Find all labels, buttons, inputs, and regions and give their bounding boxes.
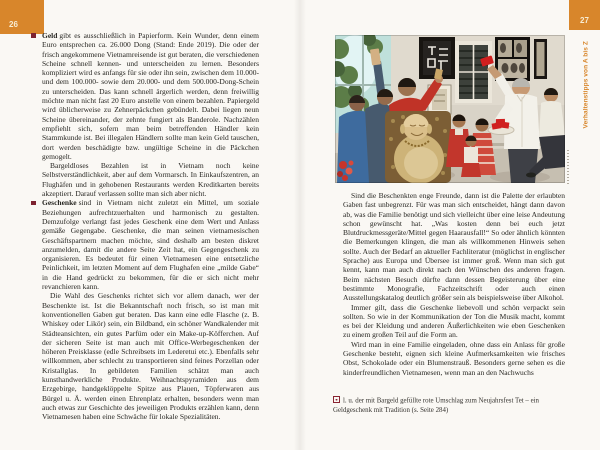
page-number-tab-left: [0, 0, 44, 34]
page-number-tab-right: [569, 0, 600, 30]
page-fold-shadow: [294, 0, 306, 450]
bullet-icon: [31, 201, 36, 206]
paragraph-familie-eingeladen: Wird man in eine Familie eingeladen, ohne dass ein Anlass für große Geschenke besteht, eignen sich kleine Aufmerksamkeiten wie frisches Obst, Schokolade oder ein Blumenstrauß. Besonders gerne sehen es die kinderfreundlichen Vietnamesen, wenn man an den Nachwuchs: [343, 339, 565, 377]
family-photo: [335, 35, 565, 183]
caption-text: der mit Bargeld gefüllte rote Umschlag zum Neujahrsfest Tet – ein Geldgeschenk mit Tradition (s. Seite 284): [333, 397, 539, 415]
photo-credit: [567, 150, 569, 186]
paragraph-verpackung: Immer gilt, dass die Geschenke liebevoll und schön verpackt sein sollten. So wie in der Kommunikation der Ton die Musik macht, kommt es bei der Kleidung und anderen Äußerlichkeiten wie eben Geschenken zu einem großen Teil auf die Form an.: [343, 302, 565, 340]
left-text-column: [31, 31, 259, 421]
paragraph-geld: [31, 31, 259, 161]
bullet-icon: [31, 33, 36, 38]
paragraph-enge-freunde: Sind die Beschenkten enge Freunde, dann ist die Palette der erlaubten Gaben fast unbegrenzt. Für was man sich entscheidet, hängt dann davon ab, was die Familie benötigt und sich vielleicht über eine leise Andeutung schon gewünscht hat. „Was kosten denn bei euch jetzt Blutdruckmessgeräte/Mittel gegen Haarausfall!“ So oder ähnlich könnten die Bemerkungen klingen, die man als willkommenen Hinweis sehen sollte. Auch der Bedarf an aktueller Fachliteratur (möglichst in englischer Sprache) aus Europa und Übersee ist immer groß. Wenn man sich gut kennt, kann man auch direkt nach den Wünschen des anderen fragen. Beim nächsten Besuch dürfte dann dessen Begeisterung über eine bestimmte Monografie, Fachzeitschrift oder auch einen Ausstellungskatalog deutlich größer sein als beispielsweise über Alkohol.: [343, 191, 565, 303]
paragraph-bargeldlos: Bargeldloses Bezahlen ist in Vietnam noch keine Selbstverständlichkeit, aber auf dem Vormarsch. In Einkaufszentren, an Flughäfen und in gehobenen Restaurants werden Kreditkarten bereits akzeptiert. Darauf verlassen sollte man sich aber nicht.: [42, 161, 259, 199]
caption-position: l. u.: [343, 397, 354, 405]
photo-illustration: [335, 35, 565, 183]
entry-text: sind in Vietnam nicht zuletzt ein Mittel, um soziale Beziehungen aufrechtzuerhalten und harmonisch zu gestalten. Demzufolge verlangt fast jedes Geschenk eine dem Wert und Anlass gemäße Gegengabe. Geschenke, die man seinen vietnamesischen Geschäftspartnern machen möchte, sind deshalb am besten diskret anzumelden, damit die andere Seite Zeit hat, ein Gegengeschenk zu organisieren. Es bedeutet für einen Vietnamesen eine entsetzliche Peinlichkeit, im letzten Moment auf dem Flughafen eine „milde Gabe“ in die Hand gedrückt zu bekommen, für die er sich nicht mehr revanchieren kann.: [42, 198, 259, 292]
page-number-right: 27: [580, 16, 589, 25]
entry-term-geld: Geld: [42, 31, 58, 40]
photo-caption: [333, 396, 563, 416]
entry-text: gibt es ausschließlich in Papierform. Kein Wunder, denn einem Euro entsprechen ca. 26.000 Dong (Stand: Ende 2019). Die oder der frisch angekommene Vietnamreisende ist gut beraten, die verschiedenen Scheine schnell kennen- und unterscheiden zu lernen. Besonders kompliziert wird es anfangs für sie oder ihn sein, zwischen dem 10.000- und dem 100.000- sowie dem 20.000- und dem 500.000-Dong-Schein zu unterscheiden. Das kann schnell ärgerlich werden, denn freiwillig möchte man nicht fast 20 Euro anstelle von einem bezahlen. Papiergeld wird üblicherweise zu Zehnerpäckchen gebündelt. Dabei liegen neun Scheine übereinander, der zehnte fungiert als Banderole. Nachzählen empfiehlt sich, sofern man beim betreffenden Händler kein Stammkunde ist. Bei illegalen Händlern sollte man kein Geld tauschen, dort werden beschädigte bzw. ungültige Scheine in die Päckchen gemogelt.: [42, 31, 259, 161]
paragraph-geschenke: [31, 198, 259, 291]
entry-term-geschenke: Geschenke: [42, 198, 77, 208]
photo-reference-icon: [333, 396, 340, 403]
chapter-tab-label: Verhaltenstipps von A bis Z: [582, 41, 590, 129]
paragraph-wahl-des-geschenks: Die Wahl des Geschenks richtet sich vor allem danach, wer der Beschenkte ist. Ist die Bekanntschaft noch frisch, so ist man mit konventionellen Gaben gut beraten. Das kann eine edle Flasche (z. B. Whiskey oder Likör) sein, ein Bildband, ein schöner Wandkalender mit Städteansichten, ein gutes Parfüm oder ein Make-up-Köfferchen. Auf der sicheren Seite ist man auch mit Office-Werbegeschenken der höheren Preisklasse (edle Schreibsets im Lederetui etc.). Ebenfalls sehr willkommen, aber schlecht zu transportieren sind feines Porzellan oder Kristallglas. In gebildeten Familien schätzt man auch kunsthandwerkliche Produkte. Weihnachtspyramiden aus dem Erzgebirge, handgeklöppelte Spitze aus Plauen, Töpferwaren aus Bürgel u. Ä. werden einen Ehrenplatz erhalten, besonders wenn man auch etwas zur Geschichte des jeweiligen Produkts erzählen kann, denn Vietnamesen haben eine Schwäche für lokale Spezialitäten.: [42, 291, 259, 422]
page-number-left: 26: [9, 20, 18, 29]
right-text-column: [343, 191, 565, 377]
